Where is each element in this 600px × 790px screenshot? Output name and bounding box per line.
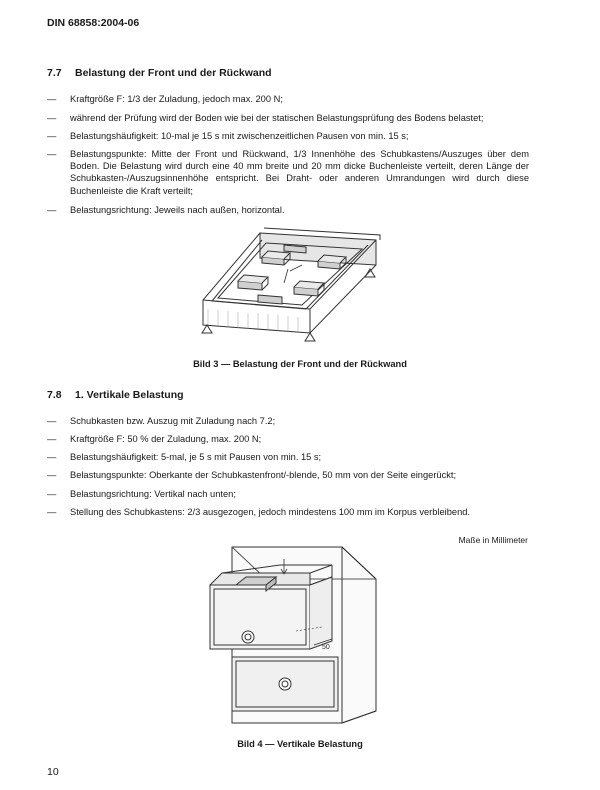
list-item (47, 112, 529, 124)
list-item-text: Belastungshäufigkeit: 10-mal je 15 s mit zwischenzeitlichen Pausen von min. 15 s; (70, 131, 409, 141)
list-dash: — (47, 507, 57, 517)
section-title: Belastung der Front und der Rückwand (75, 67, 272, 79)
list-item-text: Belastungspunkte: Oberkante der Schubkastenfront/-blende, 50 mm von der Seite eingerückt; (70, 470, 457, 480)
list-item-text: während der Prüfung wird der Boden wie bei der statischen Belastungsprüfung des Bodens belastet; (70, 113, 484, 123)
list-item (47, 204, 529, 216)
list-dash: — (47, 94, 57, 104)
section-number: 7.7 (47, 67, 62, 79)
list-dash: — (47, 489, 57, 499)
list-item (47, 451, 529, 463)
list-item (47, 488, 529, 500)
list-dash: — (47, 470, 57, 480)
page-number: 10 (47, 766, 59, 778)
figure-caption: Bild 3 — Belastung der Front und der Rückwand (193, 359, 407, 369)
figure-4-drawing (192, 545, 386, 730)
list-dash: — (47, 452, 57, 462)
list-dash: — (47, 205, 57, 215)
list-item (47, 433, 529, 445)
section-title: 1. Vertikale Belastung (75, 389, 184, 401)
list-item-text: Belastungshäufigkeit: 5-mal, je 5 s mit Pausen von min. 15 s; (70, 452, 322, 462)
list-item (47, 148, 529, 197)
list-item (47, 469, 529, 481)
list-item-text: Schubkasten bzw. Auszug mit Zuladung nach 7.2; (70, 416, 276, 426)
section-heading (47, 389, 184, 401)
list-item-text: Belastungspunkte: Mitte der Front und Rückwand, 1/3 Innenhöhe des Schubkastens/Auszuges über dem Boden. Die Belastung wird durch eine 40 mm breite und 20 mm dicke Buchenleiste verteilt, deren Länge der Schubkasten-/Auszugsinnenhöhe entspricht. Bei Draht- oder anderen Umrandungen wird durch diese Buchenleiste die Kraft verteilt; (70, 149, 529, 196)
dimension-label: 50 (322, 644, 330, 651)
list-dash: — (47, 131, 57, 141)
list-item-text: Kraftgröße F: 50 % der Zuladung, max. 200 N; (70, 434, 262, 444)
list-item (47, 130, 529, 142)
list-dash: — (47, 149, 57, 159)
list-item-text: Belastungsrichtung: Vertikal nach unten; (70, 489, 236, 499)
list-item (47, 93, 529, 105)
section-heading (47, 67, 272, 79)
section-number: 7.8 (47, 389, 62, 401)
list-dash: — (47, 434, 57, 444)
dimension-note: Maße in Millimeter (458, 535, 528, 545)
list-item-text: Belastungsrichtung: Jeweils nach außen, horizontal. (70, 205, 285, 215)
document-header: DIN 68858:2004-06 (47, 17, 140, 29)
list-item (47, 415, 529, 427)
figure-caption: Bild 4 — Vertikale Belastung (237, 739, 363, 749)
list-dash: — (47, 416, 57, 426)
list-item-text: Stellung des Schubkastens: 2/3 ausgezogen, jedoch mindestens 100 mm im Korpus verbleibend. (70, 507, 471, 517)
list-item-text: Kraftgröße F: 1/3 der Zuladung, jedoch max. 200 N; (70, 94, 283, 104)
list-item (47, 506, 529, 518)
figure-3-drawing (198, 225, 384, 343)
list-dash: — (47, 113, 57, 123)
